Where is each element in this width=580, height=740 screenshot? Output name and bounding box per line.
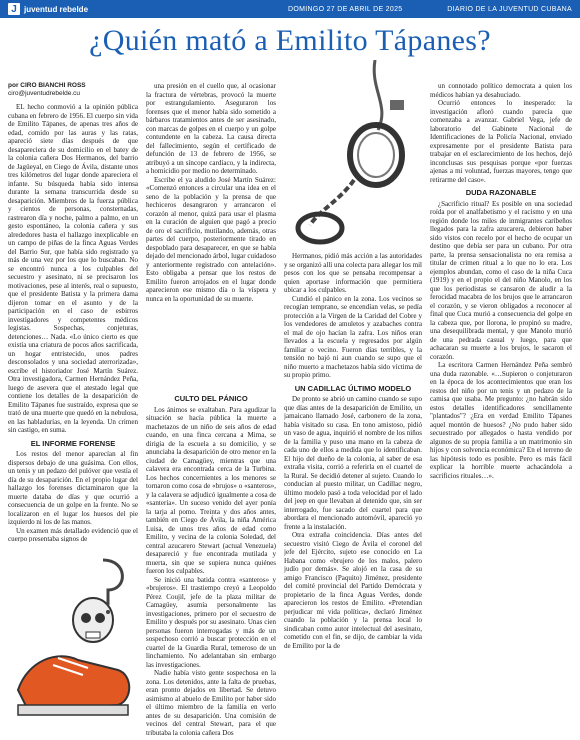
- article-column-2: [146, 82, 276, 382]
- paragraph: Los restos del menor aparecían al fin dispersos debajo de una guásima. Con ellos, un tenis y un pedazo del pulóver que vestía el día de su desaparición. En el propio lugar del hallazgo los forenses dictaminaron que la muerte databa de días y que ocurrió a consecuencia de un golpe en la frente. No se localizaron en el lugar los huesos del pie izquierdo ni los de las manos.: [8, 450, 138, 526]
- paragraph: Ocurrió entonces lo inesperado: la investigación afloró cuando parecía que comenzaba a avanzar. Gabriel Vega, jefe de laboratorio del Gabinete Nacional de Identificaciones de la Policía Nacional, enviado expresamente por el presidente Batista para trabajar en el esclarecimiento de los hechos, dejó inconclusas sus pesquisas porque «por fuerzas ajenas a mi voluntad, fuerzas mayores, tengo que retirarme del caso».: [430, 99, 572, 184]
- article-column-2b: [146, 390, 276, 735]
- author-email: ciro@juventudrebelde.cu: [8, 90, 81, 97]
- paragraph: Escribe el ya aludido José Martín Suárez: «Comenzó entonces a circular una idea en el seno de la población y la prensa de que hechiceros desangraron y arrancaron el corazón al menor, quizá para usar el plasma en la curación de alguien que pagó a precio de oro el sacrificio, mutilando, además, otras partes del cuerpo, posteriormente tirado en despoblado para desaparecer, en que se había dejado del mencionado árbol, lugar cuidadoso y anteriormente registrado con antelación». Esto obligaba a pensar que los restos de Emilito fueron arrojados en el lugar donde aparecieron ese mismo día o la víspera y nunca en la oportunidad de su muerte.: [146, 175, 276, 303]
- newspaper-tagline: DIARIO DE LA JUVENTUD CUBANA: [447, 5, 572, 13]
- newspaper-logo-icon: J: [8, 3, 20, 15]
- paragraph: Un examen más detallado evidenció que el cuerpo presentaba signos de: [8, 526, 138, 542]
- paragraph: un connotado político democrata a quien los médicos habían ya desahuciado.: [430, 82, 572, 99]
- section-heading: CULTO DEL PÁNICO: [174, 394, 248, 403]
- issue-date: DOMINGO 27 DE ABRIL DE 2025: [288, 5, 403, 13]
- page-header: [0, 0, 580, 18]
- section-heading: DUDA RAZONABLE: [465, 188, 537, 197]
- newspaper-brand: juventud rebelde: [24, 4, 89, 14]
- paragraph: Los ánimos se exaltaban. Para agudizar la situación se hacía pública la muerte a machetazos de un niño de seis años de edad cuando, en una finca cercana a Mima, se dirigía de la escuela a su domicilio, y se anunciaba la desaparición de otro menor en la ciudad de Camagüey, mientras que una calavera era encontrada cerca de la Turbina. Los hechos concernientes a los menores se tornaron como cosa de «brujos» o «santeros», y la calavera se adjudicó igualmente a cosa de «santería». Un suceso venido del ayer ponía la tarja al pomo. Treinta y dos años antes, también en Ciego de Ávila, la niña América Luisa, de unos tres años de edad como Emilito, y vecina de la colonia Soledad, del central azucarero Stewart (actual Venezuela) desapareció y fue encontrada mutilada y muerta, sin que se supiera nunca quiénes fueron los culpables.: [146, 405, 276, 575]
- article-column-4: [430, 82, 572, 735]
- section-heading: EL INFORME FORENSE: [30, 438, 116, 448]
- paragraph: La escritora Carmen Hernández Peña sembró una duda razonable. «…Supieron o conjeturaron en la época de los acontecimientos que eran los restos del niño por un tenis y un pedazo de la camisa que usaba. Me pregunto: ¿no habrán sido estos detalles identificadores sencillamente "plantados"? ¿Era en verdad Emilito Tápanes aquel montón de huesos? ¿No pudo haber sido secuestrado por allegados o hasta vendido por algunos de su propia familia a un matrimonio sin hijos y con solvencia económica? En el terreno de las hipótesis todo es posible. Pero es más fácil explicar la horrible muerte achacándola a sacrificios rituales…».: [430, 361, 572, 480]
- paragraph: EL hecho conmovió a la opinión pública cubana en febrero de 1956. El cuerpo sin vida de Emilito Tápanes, de apenas tres años de edad, comido por las auras y las ratas, apareció siete días después de que desapareciera de su domicilio en el batey de la colonia cañera Dos Hermanos, del barrio de Jagüeyal, en Ciego de Ávila, distante unos tres kilómetros del lugar donde apareciera el infante. Su búsqueda había sido intensa durante la semana transcurrida desde su desaparición. Miembros de la fuerza pública y cientos de personas, consternadas, rastrearon día y noche, palmo a palmo, en un gesto espontáneo, la colonia cañera y sus alrededores hasta el hallazgo inexplicable en un campo de piñas de la finca Aguas Verdes del Barrio Sur, que había sido registrado ya más de una vez por los que lo buscaban. No se encontró nunca a los culpables del secuestro y asesinato, ni se precisaron los motivaciones, pese al interés, real o supuesto, que el presidente Batista y la primera dama dijeron tomar en el asunto y de la participación en el caso de esbirros investigadores y competentes médicos legistas. Sospechas, conjeturas, detenciones… Nada. «Lo único cierto es que existía una criatura de pocos años sacrificada, un hogar entristecido, unos padres desconsolados y una sociedad aterrorizada», escribe el historiador José Martín Suárez. Otra investigadora, Carmen Hernández Peña, luego de asevera que el atestado legal que contiene los detalles de la desaparición de Emilito Tápanes fue sustraído, expresa que se trató de una muerte que quedó en la nebulosa, en las habladurías, en la leyenda. Un crimen sin castigo, en suma.: [8, 103, 138, 434]
- sneaker-skull-illustration: [8, 550, 138, 735]
- paragraph: Cundió el pánico en la zona. Los vecinos se recogían temprano, se encendían velas, se pedía protección a la Virgen de la Caridad del Cobre y los vendedores de amuletos y azabaches contra el mal de ojo hacían la zafra. Los niños eran llevados a la escuela y regresados por algún familiar o vecino. Fueron días terribles, y la tensión no bajó ni aun cuando se supo que el niño muerto a machetazos había sido víctima de su propio primo.: [284, 294, 422, 379]
- article-title: ¿Quién mató a Emilito Tápanes?: [89, 24, 491, 57]
- paragraph: De pronto se abrió un camino cuando se supo que días antes de la desaparición de Emilito, un jamaicano llamado José, carbonero de la zona, había visitado su casa. En tono amistoso, pidió un vaso de agua, inquirió el nombre de los niños de la familia y puso una mano en la cabeza de cada uno de ellos a medida que lo identificaban. El hijo del dueño de la colonia, al saber de esa extraña visita, corrió a referirla en el cuartel de la Rural. Se decidió detener al sujeto. Cuando lo conducían al puesto militar, un Cadillac negro, último modelo pasó a toda velocidad por el lado del jeep en que llevaban al detenido que, sin ser interrogado, fue sacado del cuartel para que abordara el mencionado automóvil, apareció yo frente a la instalación.: [284, 395, 422, 531]
- byline: [8, 82, 138, 98]
- handcuffs-illustration: [280, 60, 430, 245]
- paragraph: ¿Sacrificio ritual? Es posible en una sociedad roída por el analfabetismo y el racismo y en una región donde los miles de inmigrantes caribeños llegados para la zafra azucarera, debieron haber sido vistos con recelo por el hecho de ocupar un destino que debía ser para un cubano. Por otra parte, la prensa sensacionalista no era remisa a titular de crimen ritual a lo que no lo era. Los ejemplos abundan, como el caso de la niña Cuca (1919) y en el propio el del niño Manolo, en los que los periodistas se cansaron de aludir a la ferocidad macabra de los brujos que le arrancaron el corazón, y se vieron obligados a reconocer al final que Cuca murió a consecuencia del golpe en la cabeza que, por llorona, le propinó su madre, una desequilibrada mental, y que Manolo murió de una pedrada casual y luego, para que achacaran su muerte a los brujos, le sacaron el corazón.: [430, 199, 572, 361]
- paragraph: Otra extraña coincidencia. Días antes del secuestro visitó Ciego de Ávila el coronel del jefe del Ejército, sujeto ese conocido en La Habana como «brujero de los malos, palero judío por demás». Se alojó en la casa de su amigo Francisco (Paquito) Jiménez, presidente del comité provincial del Partido Demócrata y propietario de la finca Aguas Verdes, donde aparecieron los restos de Emilito. «Pretendían perjudicar mi vida política», declaró Jiménez cuando la población y la prensa local lo sindicaban como autor intelectual del asesinato, cometido con el fin, se dijo, de cambiar la vida de Emilito por la de: [284, 531, 422, 650]
- article-column-1: [8, 82, 138, 542]
- paragraph: Hermanos, pidió más acción a las autoridades y se organizó allí una colecta para allegar los mil pesos con los que se pensaba recompensar a quien aportase información que permitiera ubicar a los culpables.: [284, 252, 422, 294]
- paragraph: una presión en el cuello que, al ocasionar la fractura de vértebras, provocó la muerte por estrangulamiento. Aseguraron los forenses que el menor había sido sometido a bárbaros tratamientos antes de ser asesinado, con marcas de golpes en el cuerpo y un golpe contundente en la cabeza. La causa directa del fallecimiento, según el certificado de defunción de 13 de febrero de 1956, se atribuyó a un síncope cardíaco, y la indirecta, a homicidio por medio no determinado.: [146, 82, 276, 175]
- paragraph: Se inició una batida contra «santeros» y «brujeros». El trastiempo creyó a Leopoldo Pérez Coujil, jefe de la plaza militar de Camagüey, asumía personalmente las investigaciones, primero por el secuestro de Emilito y después por su asesinato. Unas cien personas fueron interrogadas y más de un sospechoso corrió a buscar protección en el cuartel de la Guardia Rural, temeroso de un linchamiento. No adelantaban sin embargo las investigaciones.: [146, 575, 276, 669]
- paragraph: Nadie había visto gente sospechosa en la zona. Los detenidos, ante la falta de pruebas, eran pronto dejados en libertad. Se detuvo asimismo al abuelo de Emilito por haber sido el último miembro de la familia en verlo antes de su desaparición. Una comisión de vecinos del central Stewart, para el que tributaba la colonia cañera Dos: [146, 669, 276, 735]
- section-heading: UN CADILLAC ÚLTIMO MODELO: [294, 383, 412, 393]
- article-column-3: [284, 252, 422, 735]
- author: por CIRO BIANCHI ROSS: [8, 82, 86, 89]
